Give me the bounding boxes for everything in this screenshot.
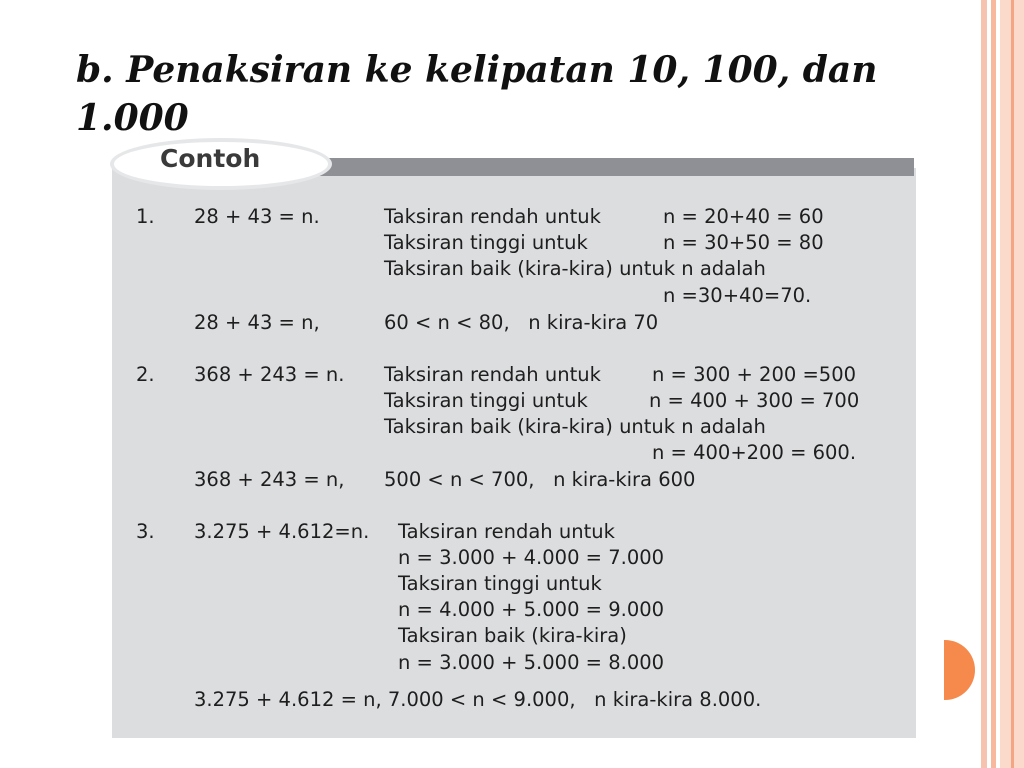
good-estimate-calc: n =30+40=70.: [663, 284, 812, 307]
panel-header-bar: [300, 158, 914, 176]
summary-range: 60 < n < 80, n kira-kira 70: [384, 311, 659, 334]
high-estimate-calc: n = 30+50 = 80: [663, 231, 824, 254]
summary-range: 500 < n < 700, n kira-kira 600: [384, 468, 696, 491]
decor-stripe: [981, 0, 987, 768]
high-estimate-calc: n = 400 + 300 = 700: [649, 389, 860, 412]
example-line: Taksiran baik (kira-kira) untuk n adalah: [384, 415, 766, 438]
summary-line: 3.275 + 4.612 = n, 7.000 < n < 9.000, n kira-kira 8.000.: [194, 688, 762, 711]
example-line: n = 4.000 + 5.000 = 9.000: [398, 598, 665, 621]
example-expression: 368 + 243 = n.: [194, 363, 345, 386]
example-number: 1.: [136, 205, 155, 228]
summary-expression: 368 + 243 = n,: [194, 468, 345, 491]
decor-stripe: [991, 0, 996, 768]
good-estimate-calc: n = 400+200 = 600.: [652, 441, 857, 464]
example-number: 2.: [136, 363, 155, 386]
example-expression: 3.275 + 4.612=n.: [194, 520, 370, 543]
example-line: Taksiran tinggi untuk: [398, 572, 602, 595]
example-line: Taksiran rendah untuk: [384, 205, 601, 228]
example-line: Taksiran baik (kira-kira): [398, 624, 627, 647]
example-line: n = 3.000 + 5.000 = 8.000: [398, 651, 665, 674]
example-line: Taksiran tinggi untuk: [384, 389, 588, 412]
decor-stripe: [1011, 0, 1014, 768]
low-estimate-calc: n = 20+40 = 60: [663, 205, 824, 228]
box-label: Contoh: [160, 144, 261, 173]
example-expression: 28 + 43 = n.: [194, 205, 320, 228]
slide-title: b. Penaksiran ke kelipatan 10, 100, dan 1.000: [76, 49, 878, 139]
example-line: Taksiran baik (kira-kira) untuk n adalah: [384, 257, 766, 280]
example-line: Taksiran rendah untuk: [398, 520, 615, 543]
example-number: 3.: [136, 520, 155, 543]
example-line: Taksiran rendah untuk: [384, 363, 601, 386]
example-line: Taksiran tinggi untuk: [384, 231, 588, 254]
example-line: n = 3.000 + 4.000 = 7.000: [398, 546, 665, 569]
summary-expression: 28 + 43 = n,: [194, 311, 320, 334]
decor-orange-tab: [944, 640, 975, 700]
low-estimate-calc: n = 300 + 200 =500: [652, 363, 857, 386]
